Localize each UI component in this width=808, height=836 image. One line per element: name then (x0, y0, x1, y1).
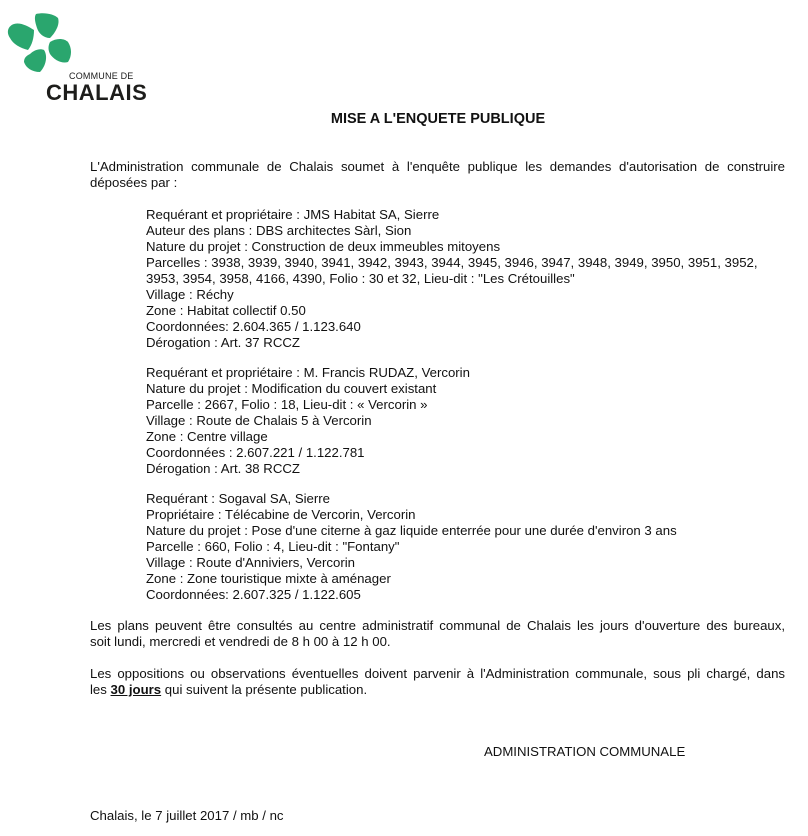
request-line: Propriétaire : Télécabine de Vercorin, Vercorin (146, 507, 416, 522)
request-line: Nature du projet : Pose d'une citerne à gaz liquide enterrée pour une durée d'environ 3 ans (146, 523, 677, 538)
request-block-1 (146, 207, 786, 351)
plans-notice (90, 618, 785, 650)
clover-icon (6, 12, 76, 76)
request-line: Coordonnées: 2.604.365 / 1.123.640 (146, 319, 361, 334)
request-line: 3953, 3954, 3958, 4166, 4390, Folio : 30 et 32, Lieu-dit : "Les Crétouilles" (146, 271, 575, 286)
request-line: Village : Route d'Anniviers, Vercorin (146, 555, 355, 570)
oppositions-line-2 (90, 682, 785, 698)
request-block-2 (146, 365, 786, 477)
request-line: Requérant : Sogaval SA, Sierre (146, 491, 330, 506)
request-block-3 (146, 491, 786, 603)
commune-logo (6, 12, 146, 104)
request-line: Requérant et propriétaire : JMS Habitat SA, Sierre (146, 207, 440, 222)
request-line: Parcelles : 3938, 3939, 3940, 3941, 3942, 3943, 3944, 3945, 3946, 3947, 3948, 3949, 3950, 3951, 3952, (146, 255, 758, 270)
request-line: Zone : Centre village (146, 429, 268, 444)
request-line: Parcelle : 660, Folio : 4, Lieu-dit : "Fontany" (146, 539, 400, 554)
oppositions-notice (90, 666, 785, 698)
page-title: MISE A L'ENQUETE PUBLIQUE (330, 111, 546, 127)
request-line: Zone : Zone touristique mixte à aménager (146, 571, 391, 586)
request-line: Coordonnées: 2.607.325 / 1.122.605 (146, 587, 361, 602)
oppositions-line-1: Les oppositions ou observations éventuelles doivent parvenir à l'Administration communale, sous pli chargé, dans (90, 666, 785, 681)
deadline-text: 30 jours (110, 682, 162, 697)
signature: ADMINISTRATION COMMUNALE (484, 744, 686, 759)
request-line: Dérogation : Art. 38 RCCZ (146, 461, 300, 476)
request-line: Parcelle : 2667, Folio : 18, Lieu-dit : « Vercorin » (146, 397, 428, 412)
oppositions-prefix: les (90, 682, 111, 697)
logo-subtitle: COMMUNE DE (69, 71, 134, 81)
footer-date-reference: Chalais, le 7 juillet 2017 / mb / nc (90, 808, 284, 823)
request-line: Village : Route de Chalais 5 à Vercorin (146, 413, 372, 428)
request-line: Coordonnées : 2.607.221 / 1.122.781 (146, 445, 365, 460)
request-line: Auteur des plans : DBS architectes Sàrl, Sion (146, 223, 412, 238)
request-line: Requérant et propriétaire : M. Francis RUDAZ, Vercorin (146, 365, 470, 380)
request-line: Village : Réchy (146, 287, 234, 302)
request-line: Nature du projet : Modification du couvert existant (146, 381, 437, 396)
plans-notice-line-1: Les plans peuvent être consultés au centre administratif communal de Chalais les jours d'ouverture des bureaux, (90, 618, 785, 633)
request-line: Nature du projet : Construction de deux immeubles mitoyens (146, 239, 501, 254)
intro-paragraph: L'Administration communale de Chalais soumet à l'enquête publique les demandes d'autorisation de construire déposées par : (90, 159, 785, 190)
request-line: Zone : Habitat collectif 0.50 (146, 303, 306, 318)
oppositions-suffix: qui suivent la présente publication. (161, 682, 368, 697)
logo-name: CHALAIS (46, 80, 148, 105)
request-line: Dérogation : Art. 37 RCCZ (146, 335, 300, 350)
plans-notice-line-2: soit lundi, mercredi et vendredi de 8 h 00 à 12 h 00. (90, 634, 391, 649)
